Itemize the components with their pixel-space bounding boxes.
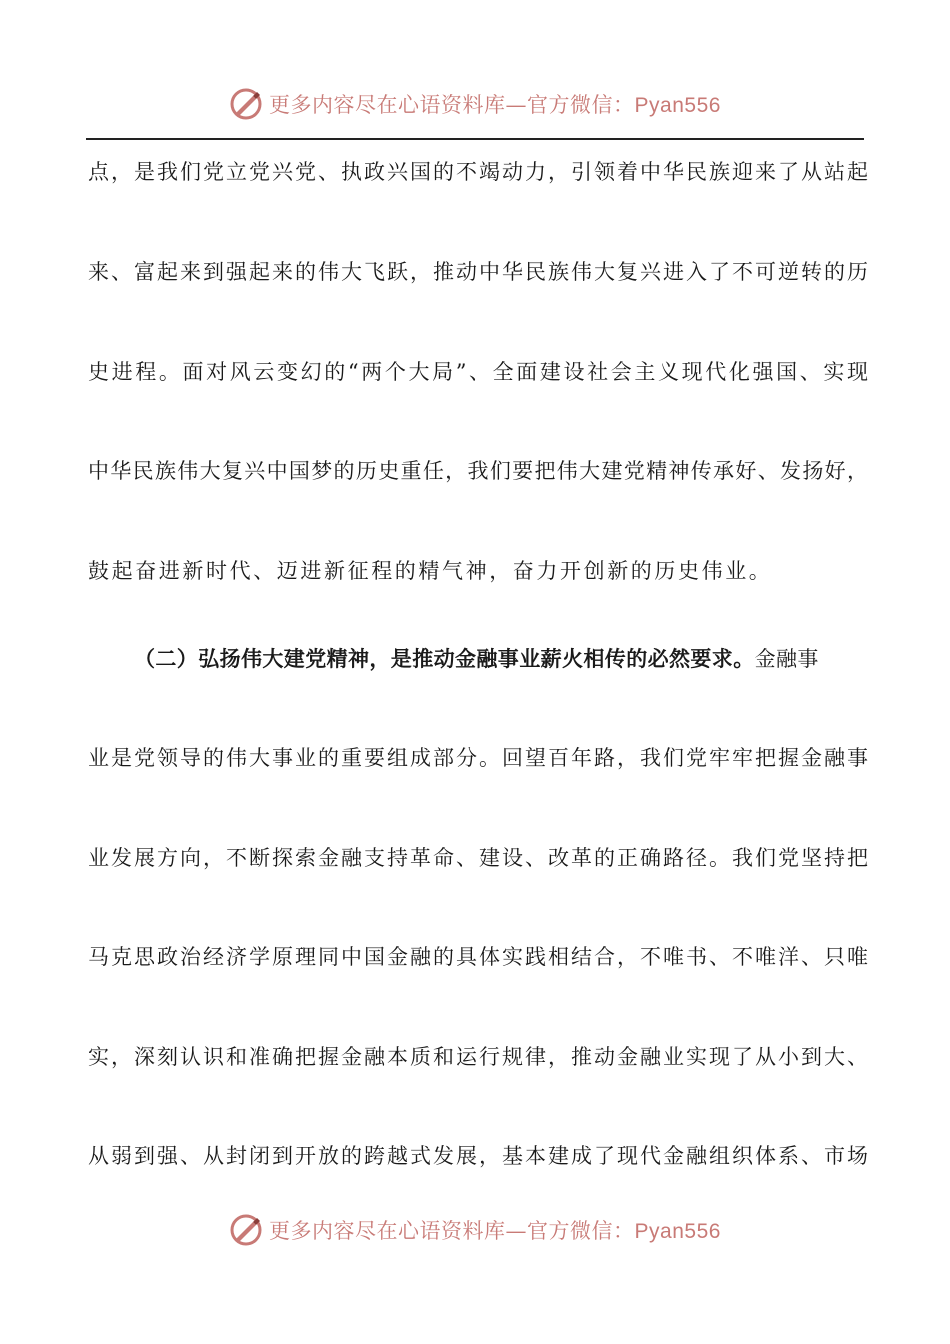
section-heading: （二）弘扬伟大建党精神，是推动金融事业薪火相传的必然要求。 <box>134 647 755 671</box>
header-banner <box>0 84 950 124</box>
header-wechat-id: Pyan556 <box>634 94 721 117</box>
section-heading-tail: 金融事 <box>754 647 819 671</box>
body-line: 马克思政治经济学原理同中国金融的具体实践相结合，不唯书、不唯洋、只唯 <box>88 945 868 969</box>
body-line: 点，是我们党立党兴党、执政兴国的不竭动力，引领着中华民族迎来了从站起 <box>88 160 868 184</box>
pen-logo-icon <box>229 1213 263 1247</box>
pen-logo-icon <box>229 87 263 121</box>
footer-banner <box>0 1210 950 1250</box>
header-divider <box>86 138 864 140</box>
body-line: 史进程。面对风云变幻的“两个大局”、全面建设社会主义现代化强国、实现 <box>88 360 868 384</box>
body-line: 从弱到强、从封闭到开放的跨越式发展，基本建成了现代金融组织体系、市场 <box>88 1144 868 1168</box>
body-line: 鼓起奋进新时代、迈进新征程的精气神，奋力开创新的历史伟业。 <box>88 559 773 583</box>
footer-text: 更多内容尽在心语资料库—官方微信：Pyan556 <box>269 1219 721 1243</box>
body-line: 业发展方向，不断探索金融支持革命、建设、改革的正确路径。我们党坚持把 <box>88 846 868 870</box>
body-line: 中华民族伟大复兴中国梦的历史重任，我们要把伟大建党精神传承好、发扬好， <box>88 459 868 483</box>
body-line: 业是党领导的伟大事业的重要组成部分。回望百年路，我们党牢牢把握金融事 <box>88 746 868 770</box>
body-line: 来、富起来到强起来的伟大飞跃，推动中华民族伟大复兴进入了不可逆转的历 <box>88 260 868 284</box>
header-text: 更多内容尽在心语资料库—官方微信：Pyan556 <box>269 93 721 117</box>
footer-wechat-id: Pyan556 <box>634 1220 721 1243</box>
section-heading-line <box>134 645 864 673</box>
body-line: 实，深刻认识和准确把握金融本质和运行规律，推动金融业实现了从小到大、 <box>88 1045 868 1069</box>
